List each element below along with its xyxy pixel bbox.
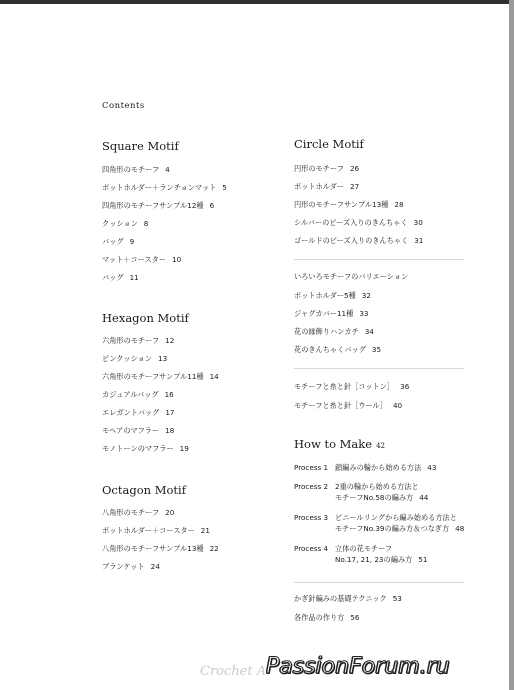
toc-page: 5 (222, 183, 227, 192)
toc-item[interactable] (294, 327, 374, 337)
toc-page: 8 (143, 219, 149, 228)
process-desc: 立体の花モチーフ (335, 544, 393, 553)
process-label: Process 4 (294, 544, 329, 553)
toc-item[interactable] (294, 236, 423, 246)
toc-page: 13 (158, 354, 168, 363)
section-divider (294, 582, 464, 583)
book-title-watermark: Crochet A (200, 664, 267, 679)
toc-label: ポットホルダー＋コースター (102, 526, 195, 535)
toc-label: 八角形のモチーフサンプル13種 (102, 544, 204, 553)
toc-item[interactable] (102, 408, 175, 418)
section-title (294, 437, 385, 451)
toc-label: モチーフと糸と針［ウール］ (294, 401, 387, 410)
process-label: Process 1 (294, 463, 329, 472)
toc-label: 六角形のモチーフサンプル11種 (102, 372, 204, 381)
toc-item[interactable] (102, 562, 160, 572)
toc-item[interactable] (294, 309, 368, 319)
toc-label: 花のきんちゃくバッグ (294, 345, 366, 354)
toc-item[interactable] (102, 237, 134, 247)
toc-page: 21 (200, 526, 210, 535)
toc-item[interactable] (294, 200, 404, 210)
toc-item[interactable] (102, 372, 219, 382)
toc-label: 花の縁飾りハンカチ (294, 327, 359, 336)
toc-label: モヘアのマフラー (102, 426, 160, 435)
toc-item[interactable] (294, 594, 402, 604)
toc-page: 48 (455, 524, 465, 533)
toc-label: シルバーのビーズ入りのきんちゃく (294, 218, 408, 227)
toc-page: 43 (427, 463, 437, 472)
toc-label: ゴールドのビーズ入りのきんちゃく (294, 236, 409, 245)
toc-label: 円形のモチーフサンプル13種 (294, 200, 389, 209)
toc-label: ポットホルダー＋ランチョンマット (102, 183, 217, 192)
page-edge (509, 0, 514, 690)
toc-item[interactable] (294, 218, 423, 228)
toc-item[interactable] (102, 219, 148, 229)
process-item[interactable] (294, 544, 428, 564)
toc-label: モチーフと糸と針［コットン］ (294, 382, 395, 391)
process-desc: 鎖編みの輪から始める方法 (335, 463, 422, 472)
toc-item[interactable] (294, 401, 402, 411)
toc-item[interactable] (294, 382, 409, 392)
toc-page: 30 (413, 218, 423, 227)
toc-label: 六角形のモチーフ (102, 336, 160, 345)
toc-page: 53 (392, 594, 402, 603)
process-desc-2: モチーフNo.58の編み方 (335, 493, 414, 502)
process-desc: 2重の輪から始める方法と (335, 482, 419, 491)
toc-item[interactable] (102, 390, 174, 400)
toc-item[interactable] (294, 272, 408, 282)
toc-page: 34 (364, 327, 374, 336)
toc-page: 27 (350, 182, 360, 191)
toc-page: 18 (165, 426, 175, 435)
toc-label: ブランケット (102, 562, 145, 571)
toc-page: 4 (165, 165, 170, 174)
toc-label: クッション (102, 219, 138, 228)
toc-page: 22 (209, 544, 219, 553)
process-item[interactable] (294, 513, 465, 533)
toc-page: 44 (419, 493, 429, 502)
section-title: Hexagon Motif (102, 311, 189, 325)
toc-label: マット＋コースター (102, 255, 167, 264)
toc-page: 12 (165, 336, 175, 345)
toc-page: 28 (394, 200, 404, 209)
toc-label: エレガントバッグ (102, 408, 160, 417)
process-desc-2: モチーフNo.39の編み方＆つなぎ方 (335, 524, 450, 533)
process-item[interactable] (294, 482, 429, 502)
process-label: Process 2 (294, 482, 329, 491)
toc-label: かぎ針編みの基礎テクニック (294, 594, 387, 603)
toc-item[interactable] (102, 255, 181, 265)
toc-item[interactable] (102, 201, 214, 211)
toc-label: 円形のモチーフ (294, 164, 344, 173)
toc-page: 51 (418, 555, 428, 564)
toc-item[interactable] (294, 164, 359, 174)
process-item[interactable] (294, 463, 436, 473)
toc-item[interactable] (102, 526, 210, 536)
howto-title: How to Make (294, 437, 373, 451)
toc-item[interactable] (102, 336, 174, 346)
toc-item[interactable] (294, 291, 371, 301)
toc-page: 16 (164, 390, 174, 399)
toc-page: 24 (150, 562, 160, 571)
toc-page: 36 (400, 382, 410, 391)
toc-page: 32 (361, 291, 371, 300)
toc-item[interactable] (294, 345, 381, 355)
contents-label: Contents (102, 101, 145, 111)
process-desc: ビニールリングから編み始める方法と (335, 513, 457, 522)
site-watermark-logo: PassionForum.ru (266, 654, 450, 679)
toc-page: 14 (209, 372, 219, 381)
toc-page: 40 (392, 401, 403, 410)
section-title: Circle Motif (294, 137, 364, 151)
toc-page: 33 (359, 309, 369, 318)
toc-label: ポットホルダー (294, 182, 345, 191)
process-desc-2: No.17, 21, 23の編み方 (335, 555, 413, 564)
toc-page: 11 (129, 273, 139, 282)
toc-page: 42 (376, 442, 385, 450)
toc-label: いろいろモチーフのバリエーション (294, 272, 409, 281)
toc-page: 19 (179, 444, 189, 453)
toc-page: 56 (350, 613, 360, 622)
toc-label: 各作品の作り方 (294, 613, 345, 622)
toc-page: 26 (349, 164, 360, 173)
section-divider (294, 259, 464, 260)
toc-label: ジャグカバー11種 (294, 309, 354, 318)
toc-item[interactable] (102, 354, 167, 364)
toc-item[interactable] (294, 613, 359, 623)
toc-label: 四角形のモチーフサンプル12種 (102, 201, 204, 210)
toc-page: 20 (165, 508, 175, 517)
toc-label: ピンクッション (102, 354, 153, 363)
toc-item[interactable] (102, 273, 139, 283)
section-title: Square Motif (102, 139, 179, 153)
toc-page: 9 (129, 237, 135, 246)
toc-item[interactable] (102, 426, 174, 436)
toc-page: 31 (414, 236, 424, 245)
toc-page: 10 (172, 255, 182, 264)
toc-item[interactable] (102, 544, 219, 554)
top-border (0, 0, 514, 4)
toc-label: バッグ (102, 237, 124, 246)
section-title: Octagon Motif (102, 483, 186, 497)
toc-label: 八角形のモチーフ (102, 508, 160, 517)
toc-page: 17 (165, 408, 175, 417)
toc-page: 6 (209, 201, 215, 210)
toc-label: バッグ (102, 273, 124, 282)
toc-item[interactable] (102, 165, 170, 175)
toc-item[interactable] (294, 182, 359, 192)
toc-label: モノトーンのマフラー (102, 444, 174, 453)
toc-label: 四角形のモチーフ (102, 165, 160, 174)
toc-item[interactable] (102, 508, 174, 518)
process-label: Process 3 (294, 513, 329, 522)
toc-label: ポットホルダー5種 (294, 291, 356, 300)
section-divider (294, 368, 464, 369)
toc-item[interactable] (102, 183, 227, 193)
toc-label: カジュアルバッグ (102, 390, 159, 399)
toc-item[interactable] (102, 444, 189, 454)
toc-page: 35 (371, 345, 382, 354)
